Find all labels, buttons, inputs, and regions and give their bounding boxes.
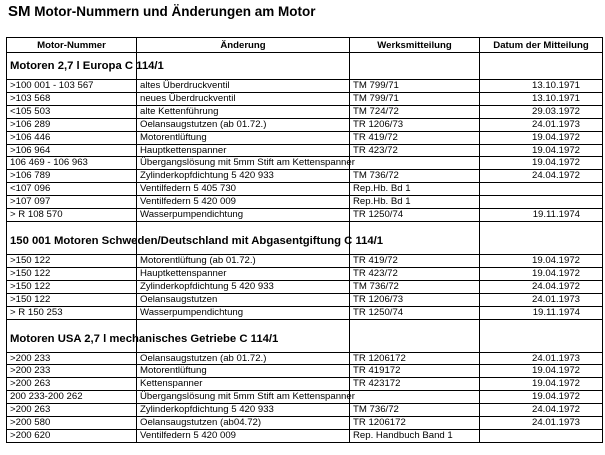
datum-cell: 13.10.1971 [480, 92, 603, 105]
datum-cell: 24.04.1972 [480, 170, 603, 183]
datum-cell: 19.04.1972 [480, 131, 603, 144]
aenderung-cell: Motorentlüftung [137, 131, 350, 144]
table-row [7, 293, 603, 306]
aenderung-cell: Übergangslösung mit 5mm Stift am Kettenspanner [137, 157, 350, 170]
table-row [7, 80, 603, 93]
motor-table [6, 37, 603, 443]
section-heading-cell [350, 326, 480, 346]
motor-nummer-cell: 200 233-200 262 [7, 391, 137, 404]
werksmitteilung-cell: TR 1206172 [350, 352, 480, 365]
werksmitteilung-cell: TR 423/72 [350, 267, 480, 280]
motor-nummer-cell: >200 580 [7, 417, 137, 430]
motor-nummer-cell: >200 263 [7, 404, 137, 417]
aenderung-cell: Übergangslösung mit 5mm Stift am Kettenspanner [137, 391, 350, 404]
table-row [7, 118, 603, 131]
aenderung-cell: neues Überdruckventil [137, 92, 350, 105]
table-body [7, 53, 603, 443]
datum-cell [480, 183, 603, 196]
motor-nummer-cell: > R 108 570 [7, 209, 137, 222]
motor-nummer-cell: >103 568 [7, 92, 137, 105]
aenderung-cell: altes Überdruckventil [137, 80, 350, 93]
motor-nummer-cell: > R 150 253 [7, 306, 137, 319]
datum-cell: 19.04.1972 [480, 157, 603, 170]
title-prefix: SM [8, 3, 31, 20]
table-row [7, 267, 603, 280]
motor-nummer-cell: >200 233 [7, 352, 137, 365]
aenderung-cell: Motorentlüftung [137, 365, 350, 378]
datum-cell: 19.04.1972 [480, 365, 603, 378]
werksmitteilung-cell: TR 1206172 [350, 417, 480, 430]
section-heading-row [7, 228, 603, 248]
motor-nummer-cell: 106 469 - 106 963 [7, 157, 137, 170]
table-row [7, 404, 603, 417]
motor-nummer-cell: <107 096 [7, 183, 137, 196]
table-row [7, 105, 603, 118]
aenderung-cell: Hauptkettenspanner [137, 144, 350, 157]
datum-cell: 19.04.1972 [480, 254, 603, 267]
aenderung-cell: Oelansaugstutzen (ab04.72) [137, 417, 350, 430]
motor-nummer-cell: >200 263 [7, 378, 137, 391]
table-row [7, 196, 603, 209]
werksmitteilung-cell: TM 736/72 [350, 280, 480, 293]
aenderung-cell: Ventilfedern 5 405 730 [137, 183, 350, 196]
datum-cell: 24.04.1972 [480, 404, 603, 417]
motor-nummer-cell: >106 289 [7, 118, 137, 131]
aenderung-cell: Oelansaugstutzen [137, 293, 350, 306]
werksmitteilung-cell: TM 724/72 [350, 105, 480, 118]
datum-cell: 24.01.1973 [480, 417, 603, 430]
datum-cell: 24.04.1972 [480, 280, 603, 293]
aenderung-cell: Zylinderkopfdichtung 5 420 933 [137, 170, 350, 183]
motor-nummer-cell: <105 503 [7, 105, 137, 118]
table-row [7, 306, 603, 319]
section-heading-cell [480, 53, 603, 74]
datum-cell: 19.04.1972 [480, 267, 603, 280]
table-row [7, 209, 603, 222]
werksmitteilung-cell: Rep.Hb. Bd 1 [350, 196, 480, 209]
werksmitteilung-cell: TR 419172 [350, 365, 480, 378]
motor-nummer-cell: >106 789 [7, 170, 137, 183]
datum-cell: 24.01.1973 [480, 352, 603, 365]
motor-nummer-cell: >200 233 [7, 365, 137, 378]
table-row [7, 170, 603, 183]
werksmitteilung-cell: Rep.Hb. Bd 1 [350, 183, 480, 196]
section-heading-cell [350, 53, 480, 74]
table-row [7, 365, 603, 378]
aenderung-cell: Ventilfedern 5 420 009 [137, 429, 350, 442]
page-title [8, 3, 316, 20]
section-heading-cell [480, 228, 603, 248]
motor-nummer-cell: >200 620 [7, 429, 137, 442]
table-row [7, 391, 603, 404]
motor-nummer-cell: >150 122 [7, 267, 137, 280]
motor-nummer-cell: >150 122 [7, 254, 137, 267]
section-heading-cell [137, 53, 350, 74]
werksmitteilung-cell: TR 1206/73 [350, 293, 480, 306]
werksmitteilung-cell: TR 1250/74 [350, 306, 480, 319]
col-header-aenderung: Änderung [137, 38, 350, 53]
werksmitteilung-cell: TM 799/71 [350, 80, 480, 93]
section-heading-cell [480, 326, 603, 346]
aenderung-cell: Wasserpumpendichtung [137, 209, 350, 222]
aenderung-cell: alte Kettenführung [137, 105, 350, 118]
datum-cell: 29.03.1972 [480, 105, 603, 118]
section-heading: Motoren 2,7 l Europa C 114/1 [7, 53, 137, 74]
motor-nummer-cell: >100 001 - 103 567 [7, 80, 137, 93]
col-header-datum: Datum der Mitteilung [480, 38, 603, 53]
werksmitteilung-cell: Rep. Handbuch Band 1 [350, 429, 480, 442]
motor-nummer-cell: >107 097 [7, 196, 137, 209]
werksmitteilung-cell: TR 419/72 [350, 131, 480, 144]
section-heading: Motoren USA 2,7 l mechanisches Getriebe C 114/1 [7, 326, 137, 346]
aenderung-cell: Hauptkettenspanner [137, 267, 350, 280]
table-row [7, 378, 603, 391]
datum-cell: 19.11.1974 [480, 209, 603, 222]
motor-nummer-cell: >106 964 [7, 144, 137, 157]
werksmitteilung-cell [350, 391, 480, 404]
datum-cell: 24.01.1973 [480, 293, 603, 306]
aenderung-cell: Motorentlüftung (ab 01.72.) [137, 254, 350, 267]
header-row [7, 38, 603, 53]
table-row [7, 417, 603, 430]
werksmitteilung-cell [350, 157, 480, 170]
table-row [7, 92, 603, 105]
section-heading: 150 001 Motoren Schweden/Deutschland mit Abgasentgiftung C 114/1 [7, 228, 137, 248]
aenderung-cell: Ventilfedern 5 420 009 [137, 196, 350, 209]
section-heading-row [7, 53, 603, 74]
aenderung-cell: Oelansaugstutzen (ab 01.72.) [137, 118, 350, 131]
title-text: Motor-Nummern und Änderungen am Motor [34, 4, 316, 19]
table-row [7, 254, 603, 267]
werksmitteilung-cell: TR 1206/73 [350, 118, 480, 131]
section-heading-row [7, 326, 603, 346]
table-row [7, 352, 603, 365]
aenderung-cell: Kettenspanner [137, 378, 350, 391]
werksmitteilung-cell: TR 423172 [350, 378, 480, 391]
werksmitteilung-cell: TR 1250/74 [350, 209, 480, 222]
table-row [7, 429, 603, 442]
table-row [7, 183, 603, 196]
werksmitteilung-cell: TM 799/71 [350, 92, 480, 105]
col-header-werksmitteilung: Werksmitteilung [350, 38, 480, 53]
aenderung-cell: Zylinderkopfdichtung 5 420 933 [137, 404, 350, 417]
datum-cell: 19.11.1974 [480, 306, 603, 319]
datum-cell: 19.04.1972 [480, 378, 603, 391]
table-row [7, 131, 603, 144]
aenderung-cell: Zylinderkopfdichtung 5 420 933 [137, 280, 350, 293]
table-row [7, 144, 603, 157]
werksmitteilung-cell: TM 736/72 [350, 170, 480, 183]
table-row [7, 157, 603, 170]
werksmitteilung-cell: TR 419/72 [350, 254, 480, 267]
werksmitteilung-cell: TM 736/72 [350, 404, 480, 417]
motor-nummer-cell: >150 122 [7, 280, 137, 293]
datum-cell [480, 196, 603, 209]
table-row [7, 280, 603, 293]
datum-cell: 19.04.1972 [480, 391, 603, 404]
col-header-motor-nummer: Motor-Nummer [7, 38, 137, 53]
aenderung-cell: Oelansaugstutzen (ab 01.72.) [137, 352, 350, 365]
aenderung-cell: Wasserpumpendichtung [137, 306, 350, 319]
datum-cell: 13.10.1971 [480, 80, 603, 93]
datum-cell: 24.01.1973 [480, 118, 603, 131]
motor-nummer-cell: >106 446 [7, 131, 137, 144]
datum-cell [480, 429, 603, 442]
motor-nummer-cell: >150 122 [7, 293, 137, 306]
datum-cell: 19.04.1972 [480, 144, 603, 157]
werksmitteilung-cell: TR 423/72 [350, 144, 480, 157]
